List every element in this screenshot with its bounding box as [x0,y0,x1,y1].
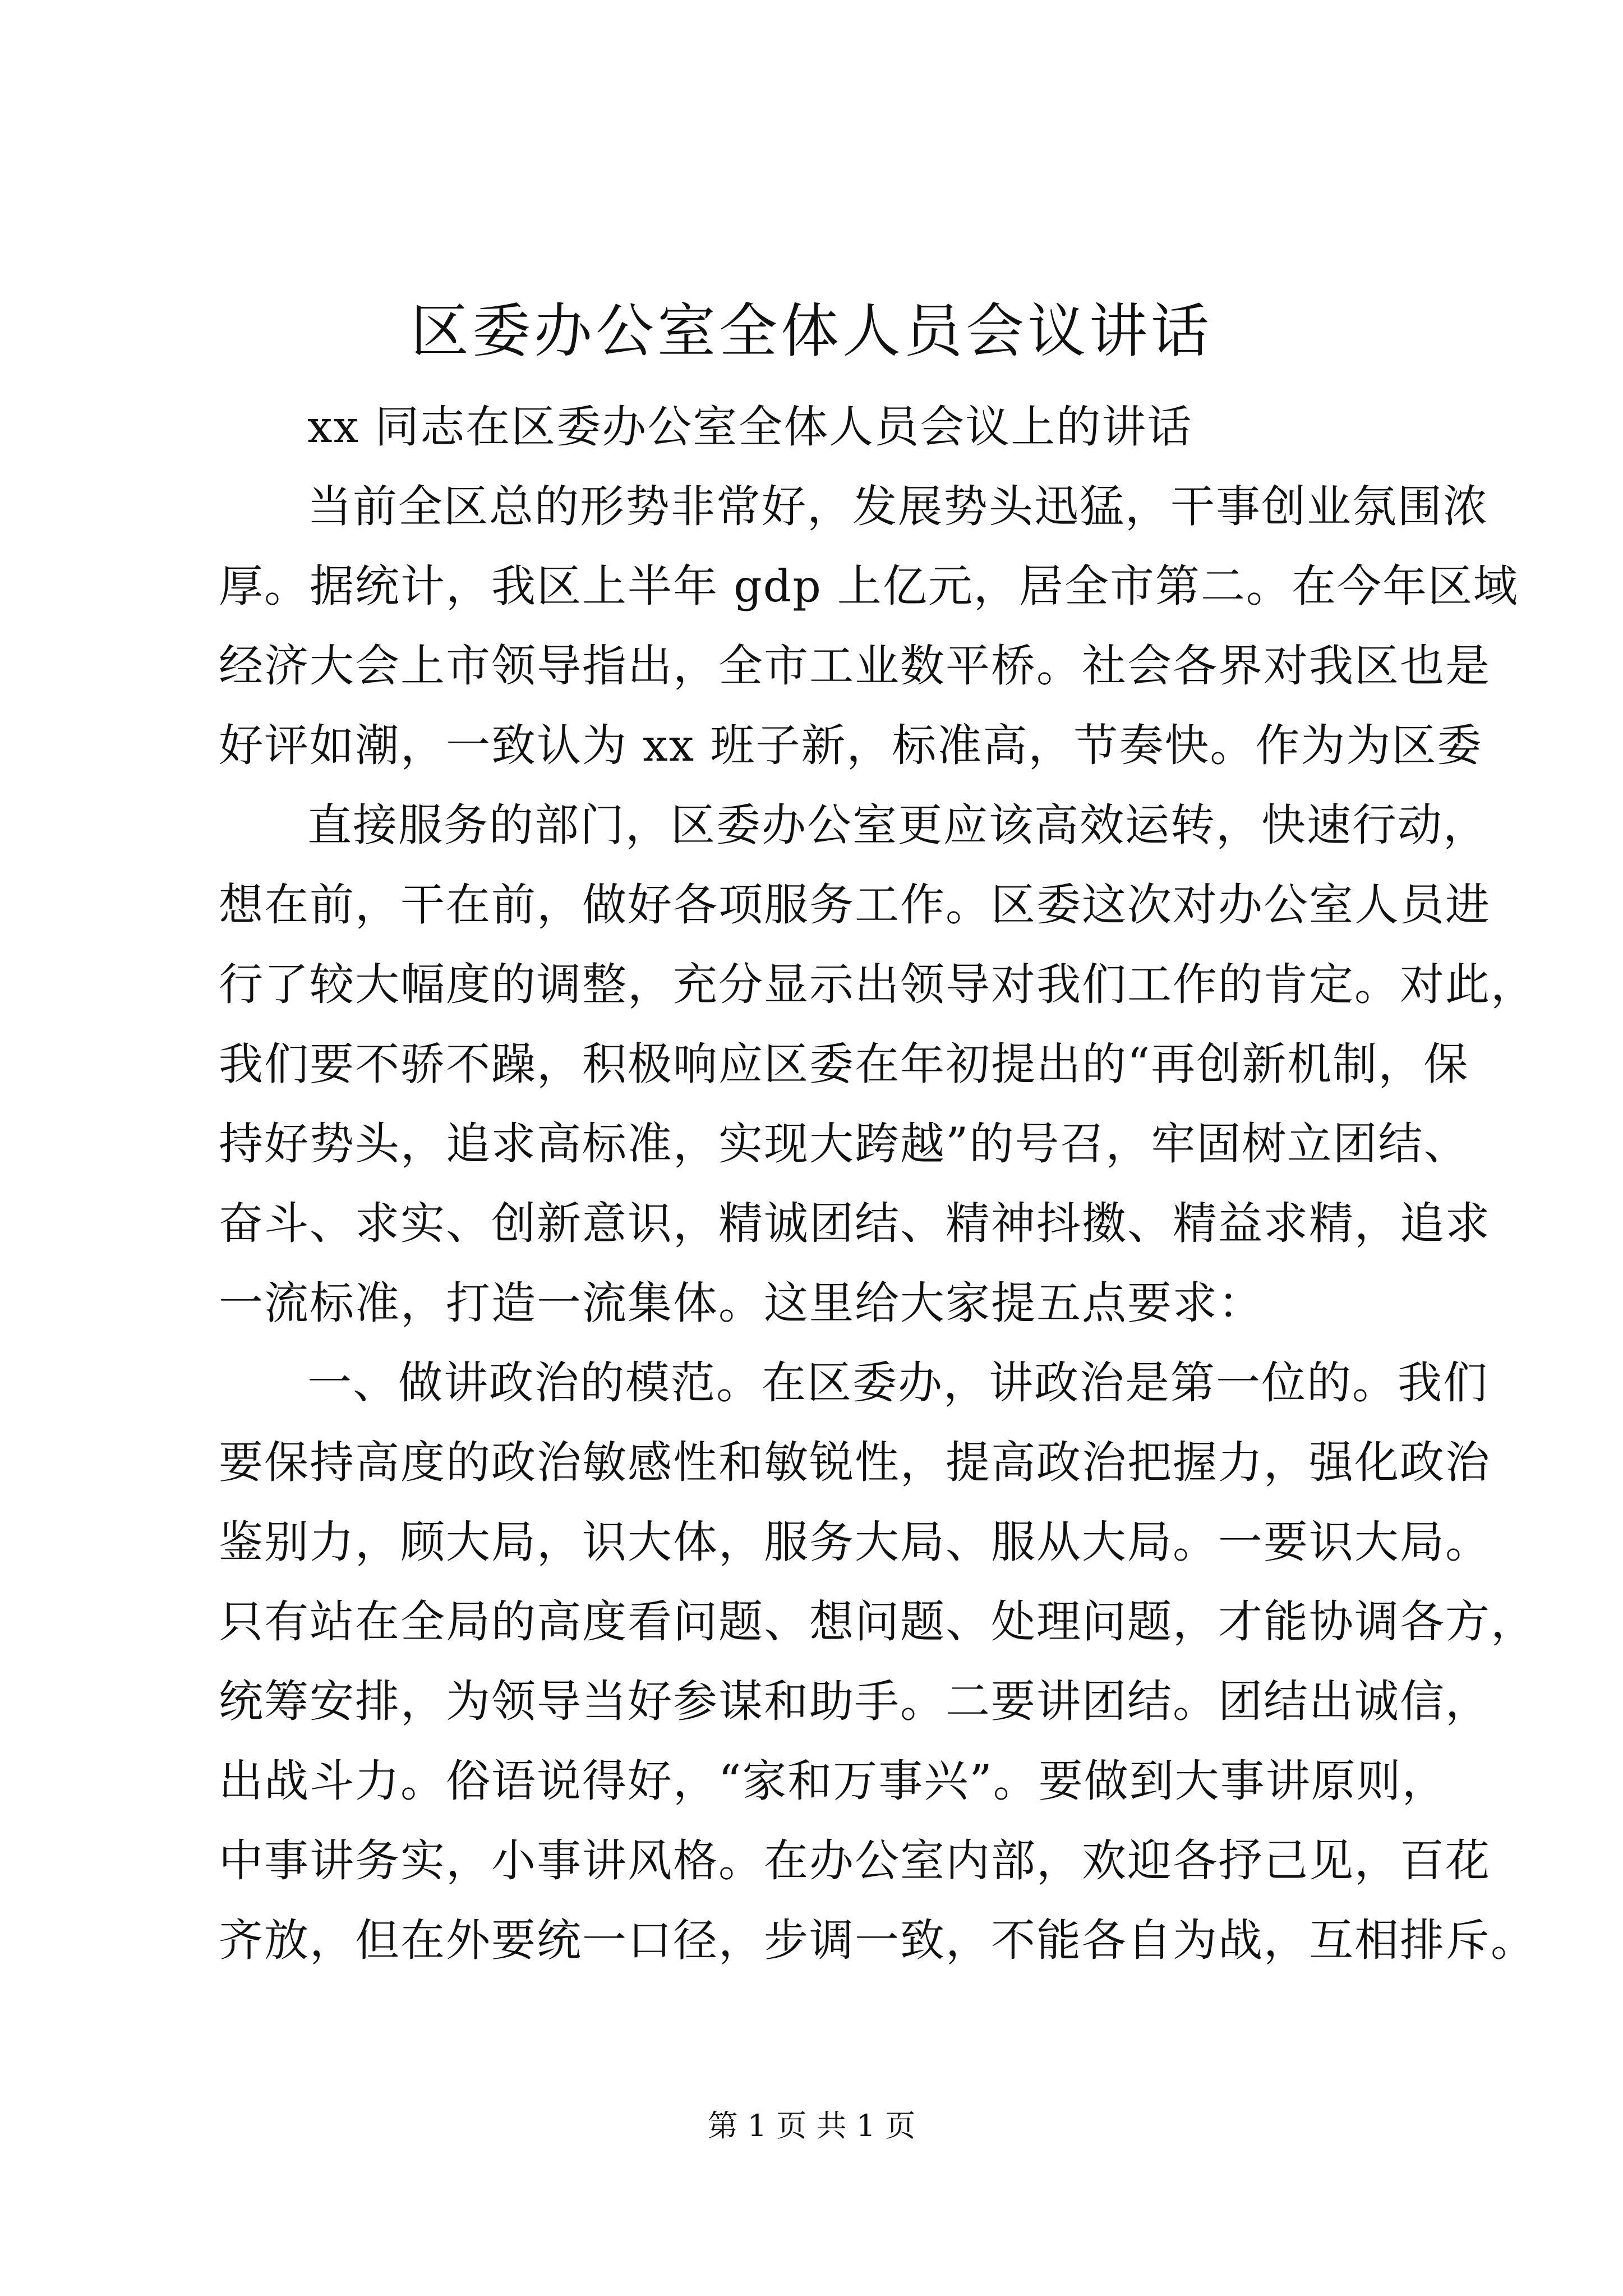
paragraph-line: 经济大会上市领导指出，全市工业数平桥。社会各界对我区也是 [219,640,1491,692]
paragraph-line: 当前全区总的形势非常好，发展势头迅猛，干事创业氛围浓 [307,481,1488,532]
paragraph-line: 中事讲务实，小事讲风格。在办公室内部，欢迎各抒己见，百花 [219,1835,1491,1887]
paragraph-line: 持好势头，追求高标准，实现大跨越”的号召，牢固树立团结、 [219,1118,1469,1170]
subtitle-line: xx 同志在区委办公室全体人员会议上的讲话 [307,401,1193,453]
paragraph-line: 奋斗、求实、创新意识，精诚团结、精神抖擞、精益求精，追求 [219,1198,1491,1249]
paragraph-line: 好评如潮，一致认为 xx 班子新，标准高，节奏快。作为为区委 [219,720,1483,771]
paragraph-line: 出战斗力。俗语说得好，“家和万事兴”。要做到大事讲原则， [219,1755,1447,1807]
paragraph-line: 只有站在全局的高度看问题、想问题、处理问题，才能协调各方， [219,1596,1536,1648]
paragraph-line: 厚。据统计，我区上半年 gdp 上亿元，居全市第二。在今年区域 [219,560,1519,612]
paragraph-line: 鉴别力，顾大局，识大体，服务大局、服从大局。一要识大局。 [219,1516,1491,1568]
paragraph-line: 一、做讲政治的模范。在区委办，讲政治是第一位的。我们 [307,1357,1488,1409]
paragraph-line: 我们要不骄不躁，积极响应区委在年初提出的“再创新机制，保 [219,1038,1469,1090]
document-title: 区委办公室全体人员会议讲话 [410,297,1212,365]
paragraph-line: 直接服务的部门，区委办公室更应该高效运转，快速行动， [307,799,1488,851]
paragraph-line: 齐放，但在外要统一口径，步调一致，不能各自为战，互相排斥。 [219,1915,1536,1966]
paragraph-line: 统筹安排，为领导当好参谋和助手。二要讲团结。团结出诚信， [219,1676,1491,1727]
paragraph-line: 要保持高度的政治敏感性和敏锐性，提高政治把握力，强化政治 [219,1437,1491,1488]
page-footer: 第 1 页 共 1 页 [707,2108,916,2143]
paragraph-line: 一流标准，打造一流集体。这里给大家提五点要求： [219,1277,1264,1329]
document-body [219,387,1536,1980]
paragraph-line: 想在前，干在前，做好各项服务工作。区委这次对办公室人员进 [219,879,1491,931]
paragraph-line: 行了较大幅度的调整，充分显示出领导对我们工作的肯定。对此， [219,959,1536,1010]
